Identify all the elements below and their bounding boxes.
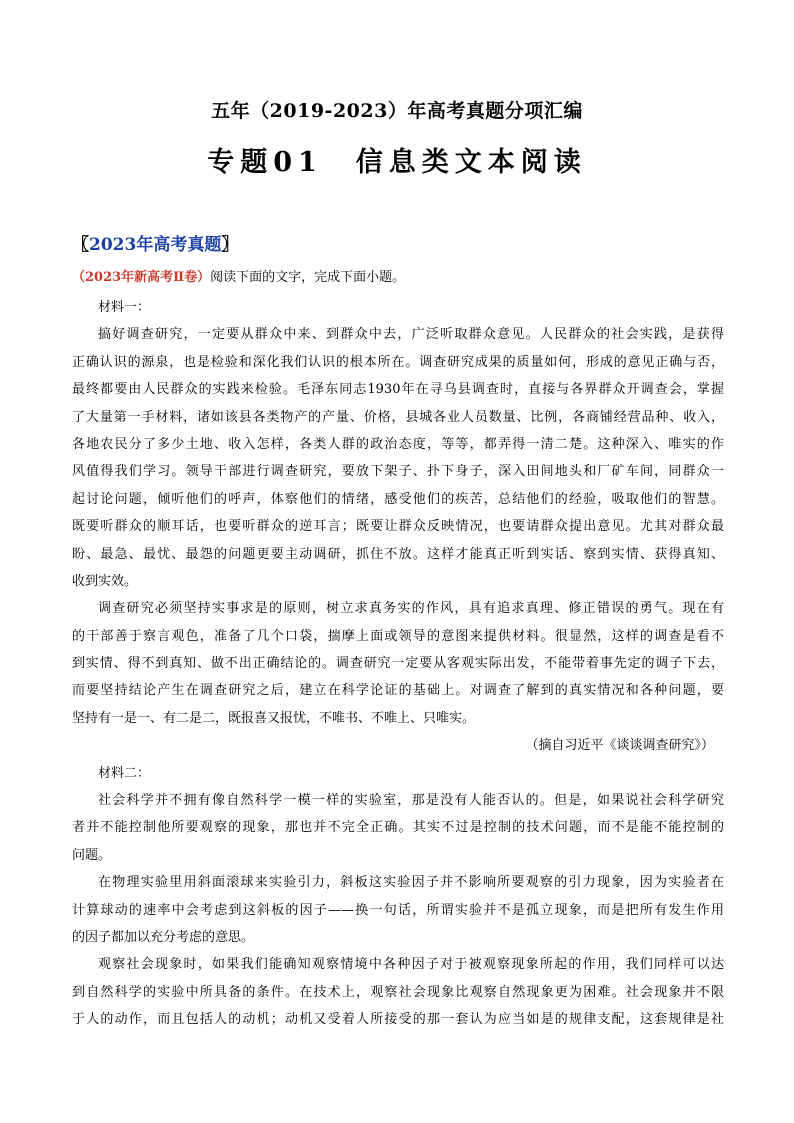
question-intro <box>72 266 405 285</box>
text-line: 问题。 <box>72 847 112 863</box>
topic-title: 专题01 信息类文本阅读 <box>207 147 587 178</box>
section-heading <box>72 230 238 255</box>
bracket-close: 〗 <box>221 235 239 255</box>
material-one-heading: 材料一： <box>98 300 151 315</box>
text-line: 了大量第一手材料，诸如该县各类物产的产量、价格，县城各业人员数量、比例，各商铺经营品种、收入， <box>72 409 724 425</box>
text-line: 的干部善于察言观色，准备了几个口袋，揣摩上面或领导的意图来提供材料。很显然，这样的调查是看不 <box>72 628 724 644</box>
text-line: 最终都要由人民群众的实践来检验。毛泽东同志1930年在寻乌县调查时，直接与各界群众开调查会，掌握 <box>72 382 724 398</box>
text-line: 盼、最急、最忧、最怨的问题更要主动调研，抓住不放。这样才能真正听到实话、察到实情、获得真知、 <box>72 546 724 562</box>
text-line: 搞好调查研究，一定要从群众中来、到群众中去，广泛听取群众意见。人民群众的社会实践，是获得 <box>98 327 724 343</box>
text-line: 正确认识的源泉，也是检验和深化我们认识的根本所在。调查研究成果的质量如何，形成的意见正确与否， <box>72 354 724 370</box>
question-prompt: 阅读下面的文字，完成下面小题。 <box>210 270 406 285</box>
text-line: 收到实效。 <box>72 573 138 589</box>
text-line: 坚持有一是一、有二是二，既报喜又报忧，不唯书、不唯上、只唯实。 <box>72 710 476 726</box>
text-line: 者并不能控制他所要观察的现象，那也并不完全正确。其实不过是控制的技术问题，而不是能不能控制的 <box>72 820 724 836</box>
text-line: 观察社会现象时，如果我们能确知观察情境中各种因子对于被观察现象所起的作用，我们同样可以达 <box>98 957 724 973</box>
text-line: 风值得我们学习。领导干部进行调查研究，要放下架子、扑下身子，深入田间地头和厂矿车间，同群众一 <box>72 464 724 480</box>
bracket-open: 〖 <box>72 235 89 255</box>
document-title: 五年（2019-2023）年高考真题分项汇编 <box>211 100 583 122</box>
text-line: 到自然科学的实验中所具备的条件。在技术上，观察社会现象比观察自然现象更为困难。社会现象并不限 <box>72 984 724 1000</box>
text-line: 的因子都加以充分考虑的意思。 <box>72 929 255 945</box>
text-line: 于人的动作，而且包括人的动机；动机又受着人所接受的那一套认为应当如是的规律支配，这套规律是社 <box>72 1012 724 1028</box>
material-two-heading: 材料二： <box>98 765 151 781</box>
text-line: 社会科学并不拥有像自然科学一模一样的实验室，那是没有人能否认的。但是，如果说社会科学研究 <box>98 793 724 809</box>
passage <box>72 294 724 1034</box>
citation: （摘自习近平《谈谈调查研究》） <box>525 738 714 754</box>
text-line: 既要听群众的顺耳话，也要听群众的逆耳言；既要让群众反映情况，也要请群众提出意见。尤其对群众最 <box>72 519 724 535</box>
text-line: 而要坚持结论产生在调查研究之后，建立在科学论证的基础上。对调查了解到的真实情况和各种问题，要 <box>72 683 724 699</box>
text-line: 各地农民分了多少土地、收入怎样，各类人群的政治态度，等等，都弄得一清二楚。这种深入、唯实的作 <box>72 436 724 452</box>
section-label: 2023年高考真题 <box>89 235 222 255</box>
text-line: 调查研究必须坚持实事求是的原则，树立求真务实的作风，具有追求真理、修正错误的勇气。现在有 <box>98 601 724 617</box>
text-line: 在物理实验里用斜面滚球来实验引力，斜板这实验因子并不影响所要观察的引力现象，因为实验者在 <box>98 875 724 891</box>
text-line: 起讨论问题，倾听他们的呼声，体察他们的情绪，感受他们的疾苦，总结他们的经验，吸取他们的智慧。 <box>72 491 724 507</box>
question-source: （2023年新高考Ⅱ卷） <box>72 270 211 285</box>
text-line: 计算球动的速率中会考虑到这斜板的因子——换一句话，所谓实验并不是孤立现象，而是把所有发生作用 <box>72 902 724 918</box>
text-line: 到实情、得不到真知、做不出正确结论的。调查研究一定要从客观实际出发，不能带着事先定的调子下去， <box>72 656 724 672</box>
